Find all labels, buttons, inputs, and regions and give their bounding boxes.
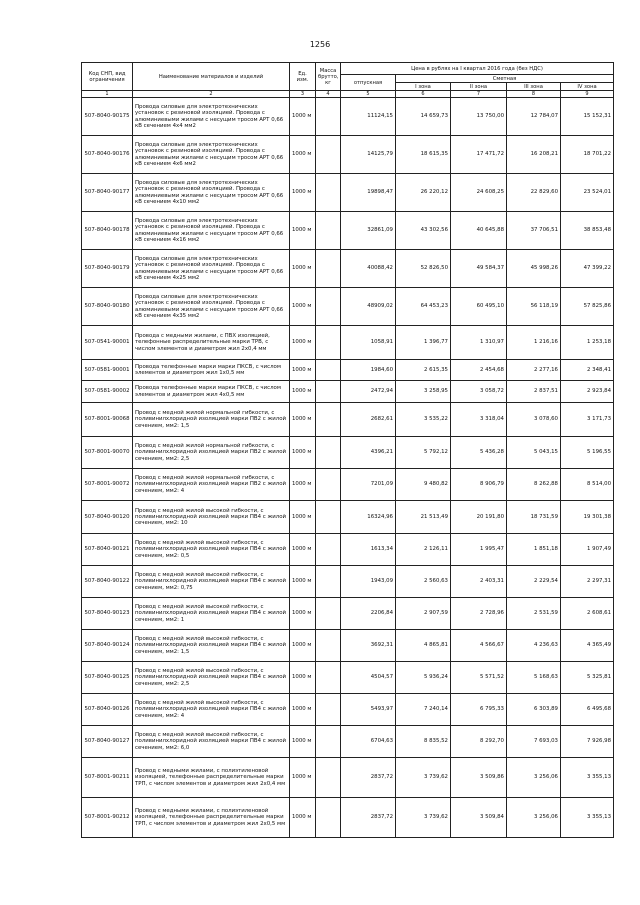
item-code: 507-8001-90070 <box>82 437 133 469</box>
zone1-price: 3 739,62 <box>396 758 451 798</box>
release-price: 6704,63 <box>341 726 396 758</box>
zone1-price: 3 739,62 <box>396 798 451 838</box>
item-name: Провода с медными жилами, с ПВХ изоляцией, телефонные распределительные марки ТРВ, с числом элементов и диаметром жил 2х0,4 мм <box>133 326 290 360</box>
release-price: 1943,09 <box>341 566 396 598</box>
release-price: 2472,94 <box>341 381 396 403</box>
item-mass <box>316 136 341 174</box>
zone3-price: 5 043,15 <box>507 437 561 469</box>
zone3-price: 3 256,06 <box>507 758 561 798</box>
header-unit: Ед. изм. <box>290 63 316 91</box>
release-price: 5493,97 <box>341 694 396 726</box>
item-code: 507-8040-90123 <box>82 598 133 630</box>
header-code: Код СНП, вид ограничения <box>82 63 133 91</box>
table-row <box>82 758 614 798</box>
zone4-price: 3 355,13 <box>561 798 614 838</box>
item-name: Провода телефонные марки марки ПКСВ, с числом элементов и диаметром жил 4х0,5 мм <box>133 381 290 403</box>
item-code: 507-8001-90068 <box>82 403 133 437</box>
zone4-price: 7 926,98 <box>561 726 614 758</box>
price-table <box>81 62 614 838</box>
zone1-price: 2 126,11 <box>396 534 451 566</box>
zone1-price: 1 396,77 <box>396 326 451 360</box>
zone1-price: 43 302,56 <box>396 212 451 250</box>
zone2-price: 1 310,97 <box>451 326 507 360</box>
zone4-price: 5 325,81 <box>561 662 614 694</box>
zone3-price: 2 277,16 <box>507 360 561 381</box>
zone2-price: 8 292,70 <box>451 726 507 758</box>
item-mass <box>316 360 341 381</box>
zone4-price: 23 524,01 <box>561 174 614 212</box>
zone4-price: 3 355,13 <box>561 758 614 798</box>
release-price: 2682,61 <box>341 403 396 437</box>
release-price: 11124,15 <box>341 98 396 136</box>
item-mass <box>316 437 341 469</box>
zone1-price: 64 453,23 <box>396 288 451 326</box>
table-row <box>82 534 614 566</box>
zone1-price: 5 936,24 <box>396 662 451 694</box>
zone1-price: 5 792,12 <box>396 437 451 469</box>
item-mass <box>316 381 341 403</box>
zone4-price: 2 297,31 <box>561 566 614 598</box>
release-price: 4504,57 <box>341 662 396 694</box>
zone2-price: 6 795,33 <box>451 694 507 726</box>
zone4-price: 8 514,00 <box>561 469 614 501</box>
zone2-price: 5 436,28 <box>451 437 507 469</box>
release-price: 2837,72 <box>341 798 396 838</box>
column-number: 9 <box>561 91 614 98</box>
item-unit: 1000 м <box>290 694 316 726</box>
item-code: 507-8040-90127 <box>82 726 133 758</box>
item-name: Провод с медной жилой нормальной гибкости, с поливинилхлоридной изоляцией марки ПВ2 с жилой сечением, мм2: 2,5 <box>133 437 290 469</box>
item-mass <box>316 798 341 838</box>
table-row <box>82 326 614 360</box>
header-zone1: I зона <box>396 83 451 91</box>
column-number: 2 <box>133 91 290 98</box>
table-row <box>82 662 614 694</box>
table-body <box>82 98 614 838</box>
item-unit: 1000 м <box>290 469 316 501</box>
zone2-price: 49 584,37 <box>451 250 507 288</box>
item-name: Провода силовые для электротехнических установок с резиновой изоляцией. Провода с алюминиевыми жилами с несущим тросом АРТ 0,66 кВ сечением 4х25 мм2 <box>133 250 290 288</box>
item-code: 507-8040-90177 <box>82 174 133 212</box>
item-mass <box>316 212 341 250</box>
item-mass <box>316 403 341 437</box>
item-mass <box>316 501 341 534</box>
zone2-price: 3 509,86 <box>451 758 507 798</box>
item-name: Провод с медными жилами, с полиэтиленовой изоляцией, телефонные распределительные марки ТРП, с числом элементов и диаметром жил 2х0,4 мм <box>133 758 290 798</box>
header-mass: Масса брутто, кг <box>316 63 341 91</box>
zone3-price: 16 208,21 <box>507 136 561 174</box>
header-zone4: IV зона <box>561 83 614 91</box>
item-name: Провод с медной жилой высокой гибкости, с поливинилхлоридной изоляцией марки ПВ4 с жилой сечением, мм2: 1 <box>133 598 290 630</box>
item-mass <box>316 326 341 360</box>
zone4-price: 4 365,49 <box>561 630 614 662</box>
zone1-price: 2 560,63 <box>396 566 451 598</box>
header-zone3: III зона <box>507 83 561 91</box>
zone1-price: 8 835,52 <box>396 726 451 758</box>
zone4-price: 38 853,48 <box>561 212 614 250</box>
header-estimate: Сметная <box>396 75 614 83</box>
zone1-price: 26 220,12 <box>396 174 451 212</box>
item-name: Провод с медной жилой высокой гибкости, с поливинилхлоридной изоляцией марки ПВ4 с жилой сечением, мм2: 2,5 <box>133 662 290 694</box>
item-unit: 1000 м <box>290 726 316 758</box>
table-row <box>82 694 614 726</box>
item-code: 507-8040-90122 <box>82 566 133 598</box>
item-unit: 1000 м <box>290 360 316 381</box>
item-name: Провод с медной жилой высокой гибкости, с поливинилхлоридной изоляцией марки ПВ4 с жилой сечением, мм2: 4 <box>133 694 290 726</box>
zone1-price: 3 535,22 <box>396 403 451 437</box>
table-row <box>82 469 614 501</box>
item-code: 507-8040-90179 <box>82 250 133 288</box>
header-release: отпускная <box>341 75 396 91</box>
zone4-price: 19 301,38 <box>561 501 614 534</box>
zone3-price: 3 256,06 <box>507 798 561 838</box>
zone3-price: 45 998,26 <box>507 250 561 288</box>
zone4-price: 18 701,22 <box>561 136 614 174</box>
item-unit: 1000 м <box>290 174 316 212</box>
item-mass <box>316 250 341 288</box>
release-price: 1613,34 <box>341 534 396 566</box>
item-unit: 1000 м <box>290 403 316 437</box>
table-row <box>82 360 614 381</box>
item-name: Провод с медной жилой нормальной гибкости, с поливинилхлоридной изоляцией марки ПВ2 с жилой сечением, мм2: 4 <box>133 469 290 501</box>
release-price: 2837,72 <box>341 758 396 798</box>
release-price: 48909,02 <box>341 288 396 326</box>
item-mass <box>316 694 341 726</box>
zone3-price: 12 784,07 <box>507 98 561 136</box>
table-row <box>82 98 614 136</box>
release-price: 1058,91 <box>341 326 396 360</box>
zone4-price: 2 348,41 <box>561 360 614 381</box>
item-name: Провода телефонные марки марки ПКСВ, с числом элементов и диаметром жил 1х0,5 мм <box>133 360 290 381</box>
zone2-price: 3 058,72 <box>451 381 507 403</box>
item-unit: 1000 м <box>290 98 316 136</box>
item-code: 507-8040-90124 <box>82 630 133 662</box>
item-unit: 1000 м <box>290 212 316 250</box>
item-mass <box>316 98 341 136</box>
item-unit: 1000 м <box>290 136 316 174</box>
zone2-price: 1 995,47 <box>451 534 507 566</box>
zone1-price: 9 480,82 <box>396 469 451 501</box>
item-name: Провода силовые для электротехнических установок с резиновой изоляцией. Провода с алюминиевыми жилами с несущим тросом АРТ 0,66 кВ сечением 4х35 мм2 <box>133 288 290 326</box>
zone1-price: 52 826,50 <box>396 250 451 288</box>
table-row <box>82 381 614 403</box>
zone2-price: 5 571,52 <box>451 662 507 694</box>
zone3-price: 56 118,19 <box>507 288 561 326</box>
zone1-price: 21 513,49 <box>396 501 451 534</box>
item-mass <box>316 758 341 798</box>
item-unit: 1000 м <box>290 630 316 662</box>
item-mass <box>316 726 341 758</box>
zone3-price: 22 829,60 <box>507 174 561 212</box>
table-row <box>82 136 614 174</box>
item-unit: 1000 м <box>290 662 316 694</box>
table-row <box>82 726 614 758</box>
item-mass <box>316 598 341 630</box>
item-unit: 1000 м <box>290 798 316 838</box>
zone3-price: 1 216,16 <box>507 326 561 360</box>
release-price: 14125,79 <box>341 136 396 174</box>
zone1-price: 14 659,73 <box>396 98 451 136</box>
zone2-price: 2 728,96 <box>451 598 507 630</box>
item-unit: 1000 м <box>290 288 316 326</box>
item-name: Провод с медной жилой высокой гибкости, с поливинилхлоридной изоляцией марки ПВ4 с жилой сечением, мм2: 0,75 <box>133 566 290 598</box>
zone4-price: 2 923,84 <box>561 381 614 403</box>
item-mass <box>316 566 341 598</box>
header-price-group: Цена в рублях на I квартал 2016 года (без НДС) <box>341 63 614 75</box>
release-price: 7201,09 <box>341 469 396 501</box>
item-name: Провода силовые для электротехнических установок с резиновой изоляцией. Провода с алюминиевыми жилами с несущим тросом АРТ 0,66 кВ сечением 4х6 мм2 <box>133 136 290 174</box>
release-price: 32861,09 <box>341 212 396 250</box>
zone3-price: 2 531,59 <box>507 598 561 630</box>
release-price: 40088,42 <box>341 250 396 288</box>
zone2-price: 2 454,68 <box>451 360 507 381</box>
item-unit: 1000 м <box>290 534 316 566</box>
item-code: 507-8040-90175 <box>82 98 133 136</box>
release-price: 16324,96 <box>341 501 396 534</box>
item-name: Провод с медной жилой высокой гибкости, с поливинилхлоридной изоляцией марки ПВ4 с жилой сечением, мм2: 0,5 <box>133 534 290 566</box>
release-price: 19898,47 <box>341 174 396 212</box>
zone1-price: 4 865,81 <box>396 630 451 662</box>
release-price: 3692,31 <box>341 630 396 662</box>
item-code: 507-8040-90120 <box>82 501 133 534</box>
item-code: 507-8001-90211 <box>82 758 133 798</box>
zone3-price: 8 262,88 <box>507 469 561 501</box>
item-mass <box>316 469 341 501</box>
zone2-price: 3 509,84 <box>451 798 507 838</box>
item-code: 507-0581-90002 <box>82 381 133 403</box>
zone3-price: 6 303,89 <box>507 694 561 726</box>
column-number: 1 <box>82 91 133 98</box>
zone4-price: 5 196,55 <box>561 437 614 469</box>
item-name: Провод с медной жилой нормальной гибкости, с поливинилхлоридной изоляцией марки ПВ2 с жилой сечением, мм2: 1,5 <box>133 403 290 437</box>
item-name: Провода силовые для электротехнических установок с резиновой изоляцией. Провода с алюминиевыми жилами с несущим тросом АРТ 0,66 кВ сечением 4х4 мм2 <box>133 98 290 136</box>
item-code: 507-8040-90180 <box>82 288 133 326</box>
item-name: Провод с медной жилой высокой гибкости, с поливинилхлоридной изоляцией марки ПВ4 с жилой сечением, мм2: 1,5 <box>133 630 290 662</box>
item-mass <box>316 288 341 326</box>
zone4-price: 1 907,49 <box>561 534 614 566</box>
item-unit: 1000 м <box>290 326 316 360</box>
page-number: 1256 <box>309 40 331 49</box>
zone3-price: 37 706,51 <box>507 212 561 250</box>
zone3-price: 2 229,54 <box>507 566 561 598</box>
zone3-price: 5 168,63 <box>507 662 561 694</box>
zone4-price: 2 608,61 <box>561 598 614 630</box>
item-unit: 1000 м <box>290 598 316 630</box>
zone2-price: 3 318,04 <box>451 403 507 437</box>
zone1-price: 7 240,14 <box>396 694 451 726</box>
zone3-price: 1 851,18 <box>507 534 561 566</box>
zone4-price: 6 495,68 <box>561 694 614 726</box>
zone2-price: 13 750,00 <box>451 98 507 136</box>
zone2-price: 4 566,67 <box>451 630 507 662</box>
table-row <box>82 566 614 598</box>
item-unit: 1000 м <box>290 250 316 288</box>
column-number: 4 <box>316 91 341 98</box>
release-price: 2206,84 <box>341 598 396 630</box>
zone4-price: 1 253,18 <box>561 326 614 360</box>
zone4-price: 3 171,73 <box>561 403 614 437</box>
item-code: 507-0581-90001 <box>82 360 133 381</box>
zone3-price: 3 078,60 <box>507 403 561 437</box>
item-unit: 1000 м <box>290 381 316 403</box>
item-mass <box>316 534 341 566</box>
table-row <box>82 250 614 288</box>
table-row <box>82 403 614 437</box>
release-price: 1984,60 <box>341 360 396 381</box>
zone2-price: 2 403,31 <box>451 566 507 598</box>
table-row <box>82 437 614 469</box>
column-number-row <box>82 91 614 98</box>
item-code: 507-8001-90072 <box>82 469 133 501</box>
item-mass <box>316 662 341 694</box>
column-number: 6 <box>396 91 451 98</box>
table-row <box>82 798 614 838</box>
zone1-price: 2 615,35 <box>396 360 451 381</box>
item-unit: 1000 м <box>290 566 316 598</box>
zone1-price: 18 615,35 <box>396 136 451 174</box>
item-mass <box>316 630 341 662</box>
item-code: 507-8001-90212 <box>82 798 133 838</box>
item-name: Провода силовые для электротехнических установок с резиновой изоляцией. Провода с алюминиевыми жилами с несущим тросом АРТ 0,66 кВ сечением 4х10 мм2 <box>133 174 290 212</box>
table-row <box>82 630 614 662</box>
header-zone2: II зона <box>451 83 507 91</box>
zone3-price: 2 837,51 <box>507 381 561 403</box>
zone4-price: 47 399,22 <box>561 250 614 288</box>
zone2-price: 24 608,25 <box>451 174 507 212</box>
item-mass <box>316 174 341 212</box>
item-code: 507-8040-90176 <box>82 136 133 174</box>
item-code: 507-8040-90178 <box>82 212 133 250</box>
table-row <box>82 501 614 534</box>
zone1-price: 2 907,59 <box>396 598 451 630</box>
table-row <box>82 174 614 212</box>
zone3-price: 18 731,59 <box>507 501 561 534</box>
zone4-price: 15 152,31 <box>561 98 614 136</box>
table-row <box>82 288 614 326</box>
item-unit: 1000 м <box>290 501 316 534</box>
table-row <box>82 598 614 630</box>
zone1-price: 3 258,95 <box>396 381 451 403</box>
item-name: Провод с медными жилами, с полиэтиленовой изоляцией, телефонные распределительные марки ТРП, с числом элементов и диаметром жил 2х0,5 мм <box>133 798 290 838</box>
item-unit: 1000 м <box>290 758 316 798</box>
zone2-price: 60 495,10 <box>451 288 507 326</box>
zone4-price: 57 825,86 <box>561 288 614 326</box>
item-code: 507-8040-90125 <box>82 662 133 694</box>
release-price: 4396,21 <box>341 437 396 469</box>
zone3-price: 4 236,63 <box>507 630 561 662</box>
column-number: 3 <box>290 91 316 98</box>
column-number: 8 <box>507 91 561 98</box>
zone2-price: 20 191,80 <box>451 501 507 534</box>
column-number: 5 <box>341 91 396 98</box>
zone3-price: 7 693,03 <box>507 726 561 758</box>
item-name: Провода силовые для электротехнических установок с резиновой изоляцией. Провода с алюминиевыми жилами с несущим тросом АРТ 0,66 кВ сечением 4х16 мм2 <box>133 212 290 250</box>
item-code: 507-8040-90121 <box>82 534 133 566</box>
item-code: 507-0541-90001 <box>82 326 133 360</box>
header-name: Наименование материалов и изделий <box>133 63 290 91</box>
item-code: 507-8040-90126 <box>82 694 133 726</box>
zone2-price: 17 471,72 <box>451 136 507 174</box>
zone2-price: 40 645,88 <box>451 212 507 250</box>
zone2-price: 8 906,79 <box>451 469 507 501</box>
item-name: Провод с медной жилой высокой гибкости, с поливинилхлоридной изоляцией марки ПВ4 с жилой сечением, мм2: 6,0 <box>133 726 290 758</box>
column-number: 7 <box>451 91 507 98</box>
table-row <box>82 212 614 250</box>
item-name: Провод с медной жилой высокой гибкости, с поливинилхлоридной изоляцией марки ПВ4 с жилой сечением, мм2: 10 <box>133 501 290 534</box>
item-unit: 1000 м <box>290 437 316 469</box>
